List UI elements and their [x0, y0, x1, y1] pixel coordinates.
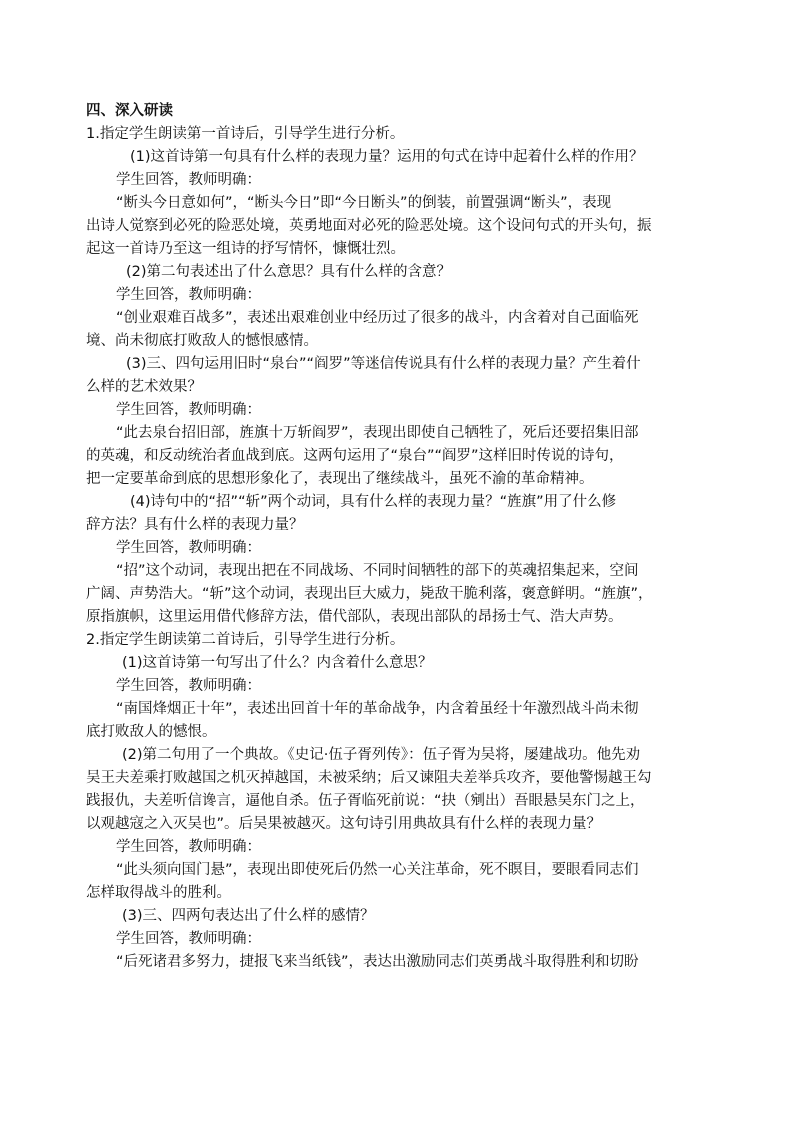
text-line: (2)第二句用了一个典故。《史记·伍子胥列传》：伍子胥为吴将，屡建战功。他先劝: [122, 747, 641, 763]
text-line: (2)第二句表述出了什么意思？具有什么样的含意？: [126, 264, 452, 280]
text-line: 1.指定学生朗读第一首诗后，引导学生进行分析。: [86, 126, 405, 142]
text-line: 学生回答，教师明确：: [116, 172, 261, 188]
text-line: 把一定要革命到底的思想形象化了，表现出了继续战斗，虽死不渝的革命精神。: [86, 471, 594, 487]
text-line: 起这一首诗乃至这一组诗的抒写情怀，慷慨壮烈。: [86, 241, 405, 257]
text-line: “此去泉台招旧部，旌旗十万斩阎罗”，表现出即使自己牺牲了，死后还要招集旧部: [116, 425, 639, 441]
text-line: “南国烽烟正十年”，表述出回首十年的革命战争，内含着虽经十年激烈战斗尚未彻: [116, 701, 639, 717]
text-line: 原指旗帜，这里运用借代修辞方法，借代部队，表现出部队的昂扬士气、浩大声势。: [86, 609, 623, 625]
document-page: [86, 100, 712, 974]
text-line: 学生回答，教师明确：: [116, 678, 261, 694]
text-line: 学生回答，教师明确：: [116, 402, 261, 418]
text-line: (4)诗句中的“招”“斩”两个动词，具有什么样的表现力量？“旌旗”用了什么修: [130, 494, 617, 510]
text-line: “后死诸君多努力，捷报飞来当纸钱”，表达出激励同志们英勇战斗取得胜利和切盼: [116, 954, 639, 970]
text-line: (1)这首诗第一句写出了什么？内含着什么意思？: [122, 655, 433, 671]
text-line: 境、尚未彻底打败敌人的憾恨感情。: [86, 333, 318, 349]
text-line: 吴王夫差乘打败越国之机灭掉越国，未被采纳；后又谏阻夫差举兵攻齐，要他警惕越王勾: [86, 770, 652, 786]
text-line: “此头须向国门悬”，表现出即使死后仍然一心关注革命，死不瞑目，要眼看同志们: [116, 862, 639, 878]
text-line: (3)三、四两句表达出了什么样的感情？: [122, 908, 375, 924]
text-line: 底打败敌人的憾恨。: [86, 724, 217, 740]
text-line: “断头今日意如何”，“断头今日”即“今日断头”的倒装，前置强调“断头”，表现: [116, 195, 612, 211]
text-line: (3)三、四句运用旧时“泉台”“阎罗”等迷信传说具有什么样的表现力量？产生着什: [126, 356, 641, 372]
text-line: 学生回答，教师明确：: [116, 839, 261, 855]
text-line: 辞方法？具有什么样的表现力量？: [86, 517, 304, 533]
text-line: 广阔、声势浩大。“斩”这个动词，表现出巨大威力，毙敌干脆利落，褒意鲜明。“旌旗”，: [86, 586, 653, 602]
text-line: “创业艰难百战多”，表述出艰难创业中经历过了很多的战斗，内含着对自己面临死: [116, 310, 639, 326]
text-line: 践报仇，夫差听信谗言，逼他自杀。伍子胥临死前说：“抉（剜出）吾眼悬吴东门之上，: [86, 793, 645, 809]
section-heading: 四、深入研读: [86, 103, 173, 119]
text-line: 的英魂，和反动统治者血战到底。这两句运用了“泉台”“阎罗”这样旧时传说的诗句，: [86, 448, 624, 464]
text-line: “招”这个动词，表现出把在不同战场、不同时间牺牲的部下的英魂招集起来，空间: [116, 563, 639, 579]
text-line: 学生回答，教师明确：: [116, 931, 261, 947]
text-line: (1)这首诗第一句具有什么样的表现力量？运用的句式在诗中起着什么样的作用？: [130, 149, 644, 165]
text-line: 2.指定学生朗读第二首诗后，引导学生进行分析。: [86, 632, 405, 648]
text-line: 学生回答，教师明确：: [116, 540, 261, 556]
text-line: 出诗人觉察到必死的险恶处境，英勇地面对必死的险恶处境。这个设问句式的开头句，振: [86, 218, 652, 234]
text-line: 怎样取得战斗的胜利。: [86, 885, 231, 901]
text-line: 么样的艺术效果？: [86, 379, 202, 395]
text-line: 以观越寇之入灭吴也”。后吴果被越灭。这句诗引用典故具有什么样的表现力量？: [86, 816, 602, 832]
text-line: 学生回答，教师明确：: [116, 287, 261, 303]
